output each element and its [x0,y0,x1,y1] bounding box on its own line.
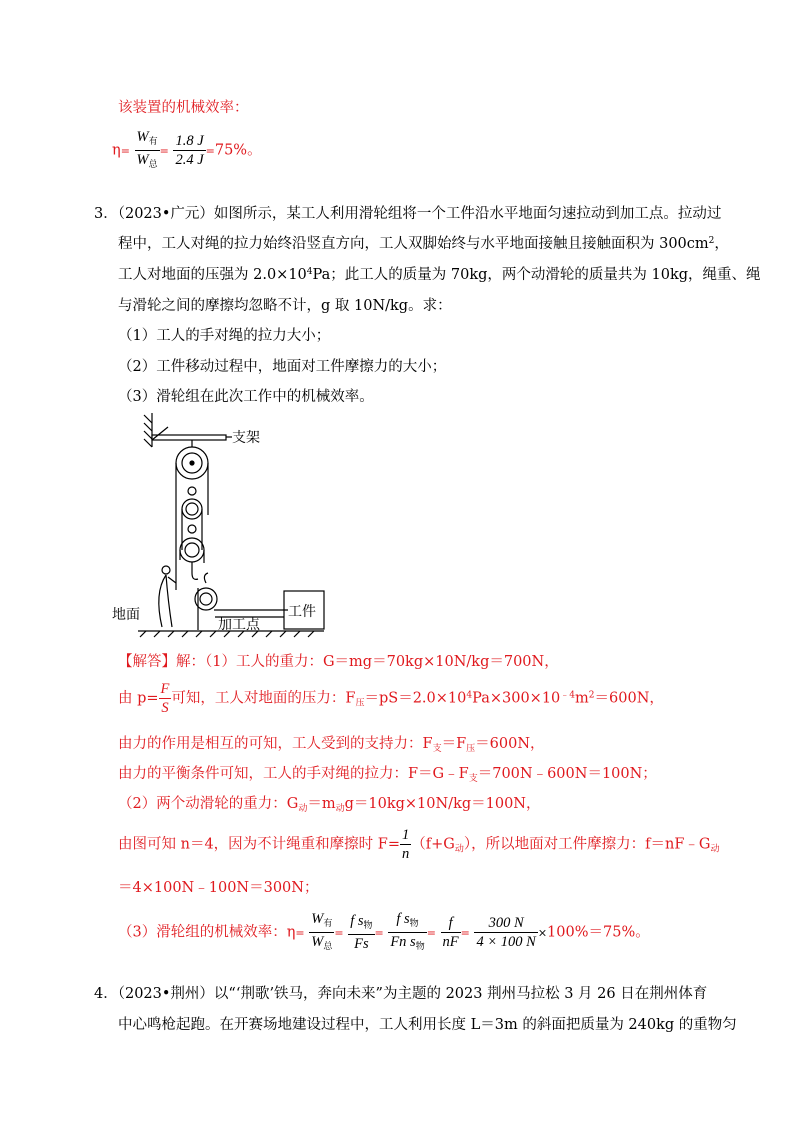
answer-line8: （3）滑轮组的机械效率：η= $\frac{W_有}{W_总}$ = $\frac{f s_物}{Fs}$ = $\frac{f s_物}{Fn s_物}$ = $\frac{f}{nF}$ = $\frac{300 N}{4 \times 100 N}$ ×100%＝75%。 [118,911,650,952]
q3-line3: 工人对地面的压强为 $2.0\times 10^4Pa$；此工人的质量为 70kg，两个动滑轮的质量共为 10kg，绳重、绳 [118,267,761,283]
pulley-figure [110,405,340,640]
q3-line2: 程中，工人对绳的拉力始终沿竖直方向，工人双脚始终与水平地面接触且接触面积为 $300cm^2$， [118,236,729,252]
q4-line1: 4．（2023•荆州）以“‘荆歌’铁马，奔向未来”为主题的 2023 荆州马拉松 3 月 26 日在荆州体育 [94,986,708,1002]
q4-line2: 中心鸣枪起跑。在开赛场地建设过程中，工人利用长度 L＝3m 的斜面把质量为 240kg 的重物匀 [118,1017,737,1033]
answer-line2: 由 p= $\frac{F}{S}$ 可知，工人对地面的压力：$F_压=pS=2.0\times 10^4Pa\times 300\times 10^{﹣4}m^2=600N$， [118,681,664,716]
q3-line4: 与滑轮之间的摩擦均忽略不计，g 取 10N/kg。求： [118,298,452,314]
answer-line6: 由图可知 n＝4，因为不计绳重和摩擦时 F= $\frac{1}{n}$ $(f+G_动)$，所以地面对工件摩擦力：$f=nF﹣G_动$ [118,827,720,862]
label-work-point: 加工点 [218,617,260,633]
answer-line7: ＝4×100N﹣100N＝300N； [118,880,319,896]
answer-line5: （2）两个动滑轮的重力：$G_动=m_动g=10kg\times 10N/kg=100N$， [118,796,541,814]
efficiency-heading: 该装置的机械效率： [118,100,249,116]
label-workpiece: 工件 [288,604,316,620]
answer-line4: 由力的平衡条件可知，工人的手对绳的拉力：$F=G﹣F_支=700N﹣600N=100N$； [118,766,657,784]
q3-sub3: （3）滑轮组在此次工作中的机械效率。 [118,389,374,405]
label-bracket: 支架 [232,430,260,446]
q3-line1: 3．（2023•广元）如图所示，某工人利用滑轮组将一个工件沿水平地面匀速拉动到加工点。拉动过 [94,206,722,222]
label-ground: 地面 [112,607,140,623]
efficiency-formula: η= $\frac{W_有}{W_总}$ = $\frac{1.8 J}{2.4 J}$ =75%。 [112,129,262,169]
q3-sub2: （2）工件移动过程中，地面对工件摩擦力的大小； [118,359,447,375]
q3-sub1: （1）工人的手对绳的拉力大小； [118,328,331,344]
answer-line1: 【解答】解：（1）工人的重力：G＝mg＝70kg×10N/kg＝700N， [118,654,559,670]
answer-line3: 由力的作用是相互的可知，工人受到的支持力：$F_支=F_压=600N$， [118,736,545,754]
